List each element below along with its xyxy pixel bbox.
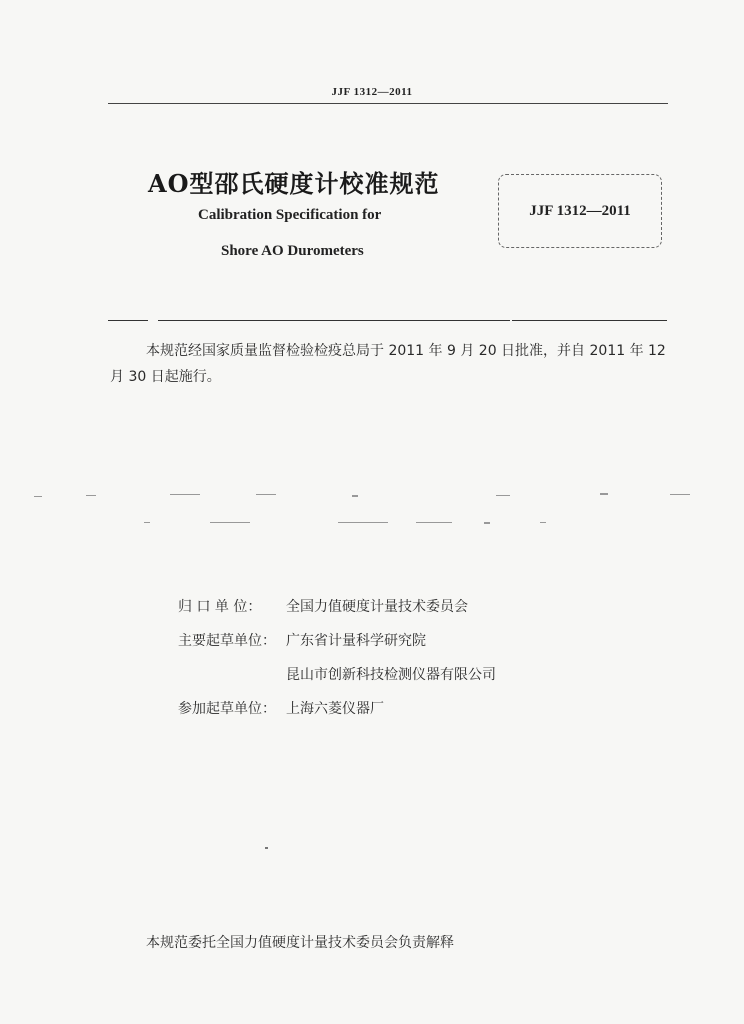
divider-rule xyxy=(108,320,148,321)
org-value: 昆山市创新科技检测仪器有限公司 xyxy=(286,667,496,683)
org-value: 上海六菱仪器厂 xyxy=(286,701,384,717)
org-label: 参加起草单位： xyxy=(178,701,276,717)
org-row-main-drafter xyxy=(178,630,426,650)
standard-code-box xyxy=(498,174,662,248)
header-rule xyxy=(108,103,668,104)
approval-statement: 本规范经国家质量监督检验检疫总局于 2011 年 9 月 20 日批准，并自 2011 年 12 月 30 日起施行。 xyxy=(110,343,666,385)
divider-rule xyxy=(158,320,510,321)
org-row-responsible xyxy=(178,596,468,616)
title-chinese: AO型邵氏硬度计校准规范 xyxy=(148,169,440,198)
org-label: 归 口 单 位： xyxy=(178,599,262,615)
standard-code-box-text: JJF 1312—2011 xyxy=(529,202,631,219)
header-standard-code: JJF 1312—2011 xyxy=(331,86,413,98)
interpretation-statement: 本规范委托全国力值硬度计量技术委员会负责解释 xyxy=(146,935,454,951)
scan-artifact-marks xyxy=(20,492,710,532)
org-value: 广东省计量科学研究院 xyxy=(286,633,426,649)
org-row-participating-drafter xyxy=(178,698,384,718)
org-label: 主要起草单位： xyxy=(178,633,276,649)
org-value: 全国力值硬度计量技术委员会 xyxy=(286,599,468,615)
title-english-line1: Calibration Specification for xyxy=(198,207,382,223)
divider-rule xyxy=(512,320,667,321)
org-row-main-drafter-2 xyxy=(178,664,496,684)
scan-speck xyxy=(265,847,268,849)
title-english-line2: Shore AO Durometers xyxy=(221,243,364,259)
